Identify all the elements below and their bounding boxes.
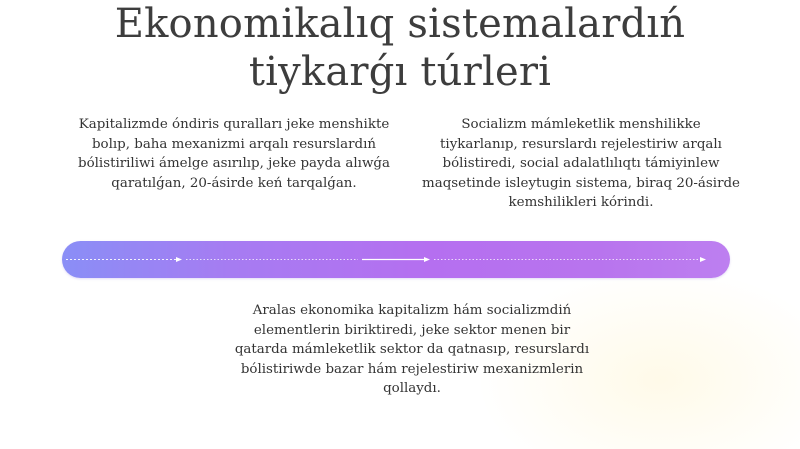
slide-title [0,0,800,96]
timeline-arrows [62,241,730,278]
timeline-arrow-2-icon [424,257,430,262]
mixed-economy-description: Aralas ekonomika kapitalizm hám socializmdiń elementlerin biriktiredi, jeke sektor menen bir qatarda mámleketlik sektor da qatnasıp, resurslardı bólistiriwde bazar hám rejelestiriw mexanizmlerin qollaydı. [234,303,590,397]
capitalism-description: Kapitalizmde óndiris quralları jeke menshikte bolıp, baha mexanizmi arqalı resurslardıń bólistiriliwi ámelge asırılıp, jeke payda alıwǵa qaratılǵan, 20-ásirde keń tarqalǵan. [78,117,390,191]
slide-title-line-2: tiykarǵı túrleri [248,49,552,95]
timeline-bar [62,241,730,278]
timeline-arrow-1-icon [176,257,182,262]
socialism-description: Socializm mámleketlik menshilikke tiykarlanıp, resurslardı rejelestiriw arqalı bólistiredi, social adalatlılıqtı támiyinlew maqsetinde isleytugin sistema, biraq 20-ásirde kemshilikleri kórindi. [422,117,740,211]
slide-title-line-1: Ekonomikalıq sistemalardıń [114,1,686,47]
timeline-arrow-3-icon [700,257,706,262]
